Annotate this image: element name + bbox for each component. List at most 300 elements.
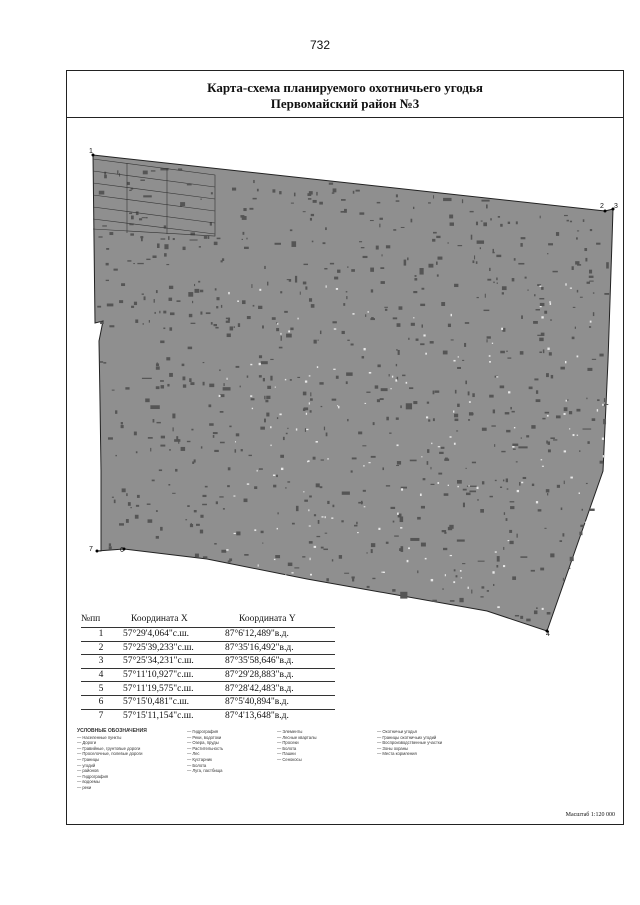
forest-patch <box>131 306 134 308</box>
forest-patch <box>291 203 294 204</box>
forest-patch <box>185 519 187 520</box>
legend-item: — районов <box>77 768 99 774</box>
forest-patch <box>589 276 594 278</box>
forest-patch <box>454 284 458 287</box>
forest-patch <box>570 221 572 223</box>
forest-patch <box>396 200 400 201</box>
forest-patch <box>142 378 152 379</box>
forest-patch <box>384 307 388 308</box>
forest-patch <box>263 378 265 381</box>
forest-patch <box>161 436 165 439</box>
forest-patch <box>356 522 358 525</box>
clearing-spot <box>275 387 276 388</box>
forest-patch <box>410 460 417 462</box>
clearing-spot <box>577 435 578 436</box>
table-row <box>81 709 335 722</box>
forest-patch <box>190 382 194 385</box>
forest-patch <box>310 398 313 400</box>
forest-patch <box>141 238 143 241</box>
clearing-spot <box>468 486 469 487</box>
forest-patch <box>366 392 370 393</box>
coord-x: 57°11'10,927"с.ш. <box>121 668 221 682</box>
forest-patch <box>431 484 435 485</box>
forest-patch <box>320 486 323 488</box>
forest-patch <box>456 430 458 431</box>
forest-patch <box>208 236 209 239</box>
forest-patch <box>490 496 493 497</box>
clearing-spot <box>233 496 235 497</box>
forest-patch <box>324 427 325 431</box>
forest-patch <box>386 417 389 421</box>
forest-patch <box>189 314 192 317</box>
forest-patch <box>496 278 497 281</box>
forest-patch <box>495 480 497 481</box>
forest-patch <box>583 219 585 222</box>
forest-patch <box>266 396 270 399</box>
clearing-spot <box>542 608 544 610</box>
forest-patch <box>277 417 278 419</box>
forest-patch <box>577 230 579 231</box>
forest-patch <box>371 456 376 458</box>
clearing-spot <box>570 477 572 479</box>
coord-y: 87°5'40,894"в.д. <box>221 695 335 709</box>
clearing-spot <box>570 288 572 289</box>
forest-patch <box>575 327 576 329</box>
forest-patch <box>251 284 252 288</box>
forest-patch <box>489 268 490 271</box>
forest-patch <box>502 286 507 290</box>
forest-patch <box>204 236 208 239</box>
clearing-spot <box>423 334 425 336</box>
forest-patch <box>508 222 510 224</box>
forest-patch <box>329 183 333 185</box>
forest-patch <box>152 255 156 257</box>
clearing-spot <box>564 450 566 452</box>
forest-patch <box>211 192 213 194</box>
row-number: 1 <box>81 628 121 642</box>
forest-patch <box>244 247 249 249</box>
forest-patch <box>596 243 600 245</box>
forest-patch <box>470 413 473 415</box>
forest-patch <box>503 547 504 550</box>
forest-patch <box>157 422 161 423</box>
forest-patch <box>112 497 114 498</box>
forest-patch <box>242 216 247 220</box>
forest-patch <box>536 399 541 402</box>
forest-patch <box>229 426 231 428</box>
clearing-spot <box>468 587 469 589</box>
clearing-spot <box>259 363 261 365</box>
forest-patch <box>219 496 223 497</box>
forest-patch <box>172 413 175 418</box>
forest-patch <box>114 269 118 271</box>
forest-patch <box>211 322 213 325</box>
coord-x: 57°11'19,575"с.ш. <box>121 682 221 696</box>
forest-patch <box>552 271 557 273</box>
forest-patch <box>194 284 195 286</box>
forest-patch <box>216 297 219 300</box>
forest-patch <box>112 390 115 391</box>
forest-patch <box>436 236 440 238</box>
forest-patch <box>562 533 564 536</box>
clearing-spot <box>250 364 252 365</box>
forest-patch <box>513 449 516 450</box>
forest-patch <box>286 433 288 434</box>
forest-patch <box>432 239 435 242</box>
clearing-spot <box>392 376 393 378</box>
forest-patch <box>389 433 391 434</box>
clearing-spot <box>254 529 256 531</box>
forest-patch <box>370 268 374 272</box>
forest-patch <box>181 447 186 451</box>
forest-patch <box>180 202 185 206</box>
forest-patch <box>556 415 561 418</box>
map-subtitle: Первомайский район №3 <box>270 96 420 111</box>
clearing-spot <box>309 375 311 376</box>
forest-patch <box>209 423 213 426</box>
forest-patch <box>336 376 339 379</box>
forest-patch <box>576 409 580 412</box>
coord-x: 57°25'39,233"с.ш. <box>121 641 221 655</box>
forest-patch <box>321 547 324 549</box>
forest-patch <box>232 188 236 191</box>
forest-patch <box>482 428 487 431</box>
forest-patch <box>500 487 502 488</box>
forest-patch <box>422 288 425 290</box>
coord-y: 87°29'28,883"в.д. <box>221 668 335 682</box>
legend-item: — водоемы <box>77 779 100 785</box>
forest-patch <box>303 211 306 212</box>
clearing-spot <box>336 288 338 290</box>
forest-patch <box>321 406 323 407</box>
forest-patch <box>121 283 125 286</box>
forest-patch <box>122 488 126 492</box>
forest-patch <box>157 362 158 365</box>
forest-patch <box>156 536 159 539</box>
forest-patch <box>406 403 412 409</box>
forest-patch <box>486 204 488 208</box>
clearing-spot <box>364 506 366 507</box>
forest-patch <box>464 343 466 347</box>
forest-patch <box>200 311 202 314</box>
forest-patch <box>390 507 395 509</box>
forest-patch <box>421 543 426 547</box>
forest-patch <box>341 199 346 201</box>
forest-patch <box>458 245 463 246</box>
forest-patch <box>422 324 423 327</box>
clearing-spot <box>338 406 339 408</box>
clearing-spot <box>431 579 433 581</box>
forest-patch <box>215 288 217 290</box>
forest-patch <box>100 361 103 363</box>
clearing-spot <box>492 571 494 573</box>
legend-item: — Места кормления <box>377 751 417 757</box>
forest-patch <box>318 340 319 341</box>
forest-patch <box>472 393 474 397</box>
forest-patch <box>270 376 272 381</box>
forest-patch <box>493 282 494 283</box>
clearing-spot <box>381 572 383 573</box>
forest-patch <box>109 325 114 327</box>
forest-patch <box>115 455 116 456</box>
forest-patch <box>262 325 264 328</box>
forest-patch <box>444 493 449 496</box>
forest-patch <box>205 486 208 488</box>
forest-patch <box>433 418 435 421</box>
clearing-spot <box>285 575 286 577</box>
forest-patch <box>259 375 262 377</box>
forest-patch <box>413 207 414 209</box>
forest-patch <box>486 339 487 342</box>
forest-patch <box>381 388 388 391</box>
forest-patch <box>160 527 163 531</box>
forest-patch <box>407 257 408 260</box>
forest-patch <box>533 321 538 324</box>
forest-patch <box>465 322 469 324</box>
forest-patch <box>346 381 348 384</box>
forest-patch <box>326 433 328 437</box>
forest-patch <box>200 290 203 293</box>
forest-patch <box>379 224 380 228</box>
forest-patch <box>550 553 554 557</box>
forest-patch <box>290 379 292 381</box>
forest-patch <box>462 360 464 361</box>
clearing-spot <box>228 292 230 294</box>
point-label-2: 2 <box>600 203 604 210</box>
forest-patch <box>519 482 520 486</box>
clearing-spot <box>453 410 454 412</box>
forest-patch <box>214 543 217 544</box>
clearing-spot <box>450 436 452 437</box>
forest-patch <box>516 461 518 462</box>
forest-patch <box>351 470 353 472</box>
forest-patch <box>557 485 560 488</box>
forest-patch <box>564 215 568 216</box>
forest-patch <box>512 411 515 413</box>
clearing-spot <box>420 494 422 496</box>
forest-patch <box>203 382 205 386</box>
forest-patch <box>456 575 458 577</box>
forest-patch <box>286 334 292 338</box>
forest-patch <box>459 598 463 602</box>
clearing-spot <box>308 509 309 511</box>
forest-patch <box>226 321 230 323</box>
forest-patch <box>408 338 409 340</box>
forest-patch <box>220 411 224 413</box>
forest-patch <box>465 381 467 385</box>
forest-patch <box>160 445 165 447</box>
forest-patch <box>553 439 557 440</box>
forest-patch <box>433 232 437 234</box>
forest-patch <box>304 500 308 502</box>
clearing-spot <box>259 289 261 291</box>
forest-patch <box>363 256 368 258</box>
forest-patch <box>544 311 547 314</box>
clearing-spot <box>489 355 491 357</box>
forest-patch <box>159 469 162 471</box>
forest-patch <box>448 324 451 327</box>
forest-patch <box>587 368 592 371</box>
clearing-spot <box>602 404 604 406</box>
clearing-spot <box>237 300 239 301</box>
forest-patch <box>259 468 263 470</box>
forest-patch <box>382 467 384 470</box>
forest-patch <box>587 282 590 284</box>
forest-patch <box>362 356 364 358</box>
clearing-spot <box>298 318 299 320</box>
forest-patch <box>544 528 546 529</box>
forest-patch <box>310 392 311 396</box>
legend-item: — Луга, пастбища <box>187 768 223 774</box>
forest-patch <box>115 410 117 414</box>
forest-patch <box>367 586 370 588</box>
forest-patch <box>480 247 481 249</box>
forest-patch <box>496 565 498 568</box>
clearing-spot <box>469 401 471 403</box>
clearing-spot <box>408 547 410 549</box>
forest-patch <box>529 387 533 390</box>
clearing-spot <box>445 574 446 576</box>
page-number: 732 <box>309 38 331 52</box>
forest-patch <box>567 399 568 401</box>
clearing-spot <box>310 558 311 560</box>
forest-patch <box>238 323 240 327</box>
clearing-spot <box>431 443 432 444</box>
forest-patch <box>292 523 295 525</box>
clearing-spot <box>496 376 498 377</box>
forest-patch <box>518 446 527 448</box>
clearing-spot <box>291 572 293 573</box>
forest-patch <box>108 437 113 439</box>
clearing-spot <box>597 409 598 411</box>
forest-patch <box>353 191 355 194</box>
forest-patch <box>365 314 366 317</box>
forest-patch <box>343 303 345 306</box>
forest-patch <box>560 367 564 370</box>
coord-x: 57°15'0,481"с.ш. <box>121 695 221 709</box>
forest-patch <box>575 261 579 264</box>
forest-patch <box>470 211 474 212</box>
forest-patch <box>261 531 264 533</box>
forest-patch <box>427 461 429 465</box>
forest-patch <box>276 328 279 331</box>
forest-patch <box>287 481 290 482</box>
forest-patch <box>182 376 185 380</box>
clearing-spot <box>277 528 278 530</box>
forest-patch <box>226 318 229 319</box>
forest-patch <box>548 441 550 444</box>
forest-patch <box>309 298 312 302</box>
forest-patch <box>305 428 306 432</box>
forest-patch <box>500 224 502 227</box>
forest-patch <box>590 229 592 231</box>
clearing-spot <box>306 429 308 430</box>
forest-patch <box>99 191 104 195</box>
forest-patch <box>393 317 397 319</box>
forest-patch <box>399 306 403 309</box>
legend-column-2 <box>187 729 267 774</box>
row-number: 2 <box>81 641 121 655</box>
legend-item: — Дороги <box>77 740 97 746</box>
forest-patch <box>370 318 375 320</box>
forest-patch <box>346 372 353 375</box>
forest-patch <box>415 275 417 277</box>
forest-patch <box>510 506 514 509</box>
forest-patch <box>253 305 255 307</box>
clearing-spot <box>458 356 459 358</box>
forest-patch <box>606 262 609 268</box>
forest-patch <box>504 512 505 515</box>
forest-patch <box>217 238 221 240</box>
clearing-spot <box>395 379 397 381</box>
forest-patch <box>244 499 248 503</box>
forest-patch <box>187 441 191 442</box>
forest-patch <box>228 467 231 470</box>
forest-patch <box>253 180 254 183</box>
coord-y: 87°4'13,648"в.д. <box>221 709 335 722</box>
legend-item: — Гидрография <box>187 729 219 734</box>
clearing-spot <box>437 482 439 484</box>
forest-patch <box>281 336 282 341</box>
forest-patch <box>249 208 253 210</box>
forest-patch <box>583 428 592 429</box>
forest-patch <box>259 355 262 358</box>
forest-patch <box>130 233 134 235</box>
forest-patch <box>198 281 200 283</box>
forest-patch <box>438 257 443 260</box>
clearing-spot <box>397 513 399 515</box>
forest-patch <box>221 550 226 553</box>
forest-patch <box>334 277 338 280</box>
forest-patch <box>352 457 357 459</box>
forest-patch <box>463 503 465 508</box>
forest-patch <box>543 349 544 353</box>
forest-patch <box>506 430 510 432</box>
clearing-spot <box>547 415 549 417</box>
forest-patch <box>129 190 131 191</box>
clearing-spot <box>308 460 310 462</box>
forest-patch <box>489 395 493 398</box>
forest-patch <box>590 509 595 511</box>
forest-patch <box>371 549 373 553</box>
forest-patch <box>462 199 463 203</box>
forest-patch <box>548 243 553 245</box>
forest-patch <box>381 281 385 284</box>
legend-item: — Границы <box>77 756 100 762</box>
forest-patch <box>546 489 550 492</box>
forest-patch <box>153 419 155 422</box>
forest-patch <box>201 198 202 199</box>
forest-patch <box>576 237 578 239</box>
forest-patch <box>318 520 320 524</box>
map-legend <box>77 729 613 819</box>
forest-patch <box>164 244 168 249</box>
clearing-spot <box>273 475 275 476</box>
forest-patch <box>568 568 570 569</box>
clearing-spot <box>331 517 333 518</box>
forest-patch <box>410 538 419 541</box>
forest-patch <box>400 405 402 408</box>
forest-patch <box>379 218 382 220</box>
forest-patch <box>156 386 160 389</box>
legend-item: — Элементы <box>277 729 303 734</box>
forest-patch <box>323 242 326 244</box>
clearing-spot <box>565 361 566 363</box>
forest-patch <box>137 495 140 498</box>
forest-patch <box>166 264 169 265</box>
forest-patch <box>380 398 384 400</box>
forest-patch <box>133 263 135 264</box>
